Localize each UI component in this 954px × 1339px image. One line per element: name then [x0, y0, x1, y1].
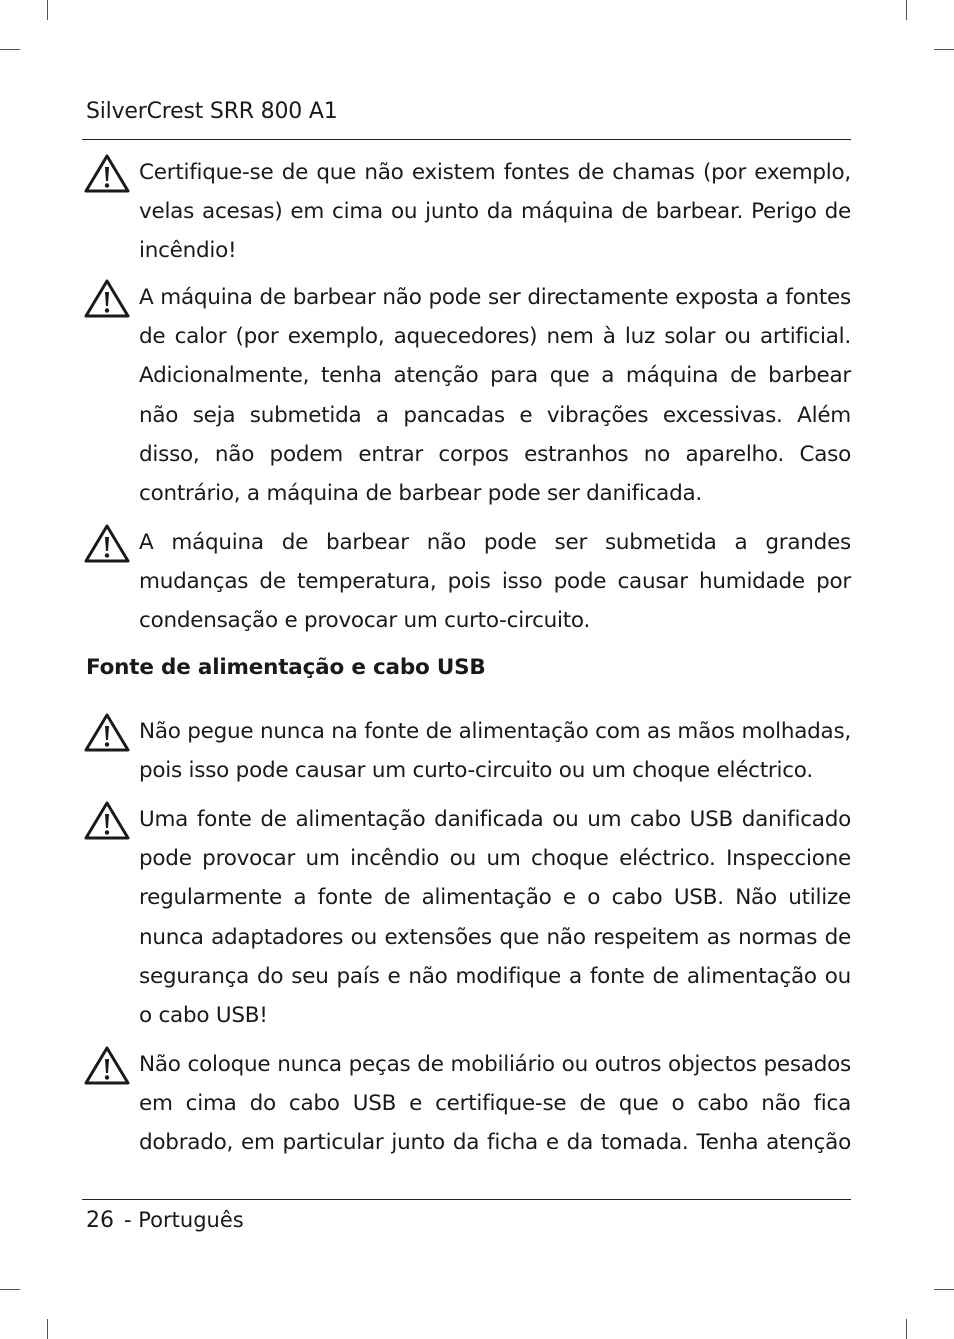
warning-triangle-icon	[84, 1045, 130, 1085]
crop-mark	[934, 1289, 954, 1290]
crop-mark	[0, 1289, 20, 1290]
crop-mark	[47, 0, 48, 20]
warning-text: Certifique-se de que não existem fontes de chamas (por exemplo, velas acesas) em cima ou junto da máquina de barbear. Perigo de incêndio!	[139, 160, 851, 264]
warning-text: Uma fonte de alimentação danificada ou um cabo USB danificado pode provocar um incêndio ou um choque eléctrico. Inspeccione regularmente a fonte de alimentação e o cabo USB. Não utilize nunca adaptadores ou extensões que não respeitem as normas de segurança do seu país e não modifique a fonte de alimentação ou o cabo USB!	[139, 807, 851, 1029]
section-heading: Fonte de alimentação e cabo USB	[86, 655, 486, 680]
footer-rule	[82, 1199, 851, 1200]
warning-triangle-icon	[84, 712, 130, 752]
header-rule	[82, 139, 851, 140]
page-footer	[86, 1208, 244, 1233]
warning-text: Não coloque nunca peças de mobiliário ou outros objectos pesados em cima do cabo USB e certifique-se de que o cabo não fica dobrado, em particular junto da ficha e da tomada. Tenha atenção	[139, 1052, 851, 1156]
warning-triangle-icon	[84, 523, 130, 563]
warning-triangle-icon	[84, 800, 130, 840]
page-number: 26	[86, 1208, 114, 1233]
crop-mark	[906, 1319, 907, 1339]
footer-language: - Português	[124, 1208, 244, 1232]
warning-text: Não pegue nunca na fonte de alimentação com as mãos molhadas, pois isso pode causar um curto-circuito ou um choque eléctrico.	[139, 719, 851, 784]
crop-mark	[0, 49, 20, 50]
warning-text: A máquina de barbear não pode ser directamente exposta a fontes de calor (por exemplo, aquecedores) nem à luz solar ou artificial. Adicionalmente, tenha atenção para que a máquina de barbear não seja submetida a pancadas e vibrações excessivas. Além disso, não podem entrar corpos estranhos no aparelho. Caso contrário, a máquina de barbear pode ser danificada.	[139, 285, 851, 507]
warning-text: A máquina de barbear não pode ser submetida a grandes mudanças de temperatura, pois isso pode causar humidade por condensação e provocar um curto-circuito.	[139, 530, 851, 634]
crop-mark	[906, 0, 907, 20]
crop-mark	[47, 1319, 48, 1339]
crop-mark	[934, 49, 954, 50]
page-header-title: SilverCrest SRR 800 A1	[86, 99, 338, 124]
warning-triangle-icon	[84, 278, 130, 318]
warning-triangle-icon	[84, 153, 130, 193]
